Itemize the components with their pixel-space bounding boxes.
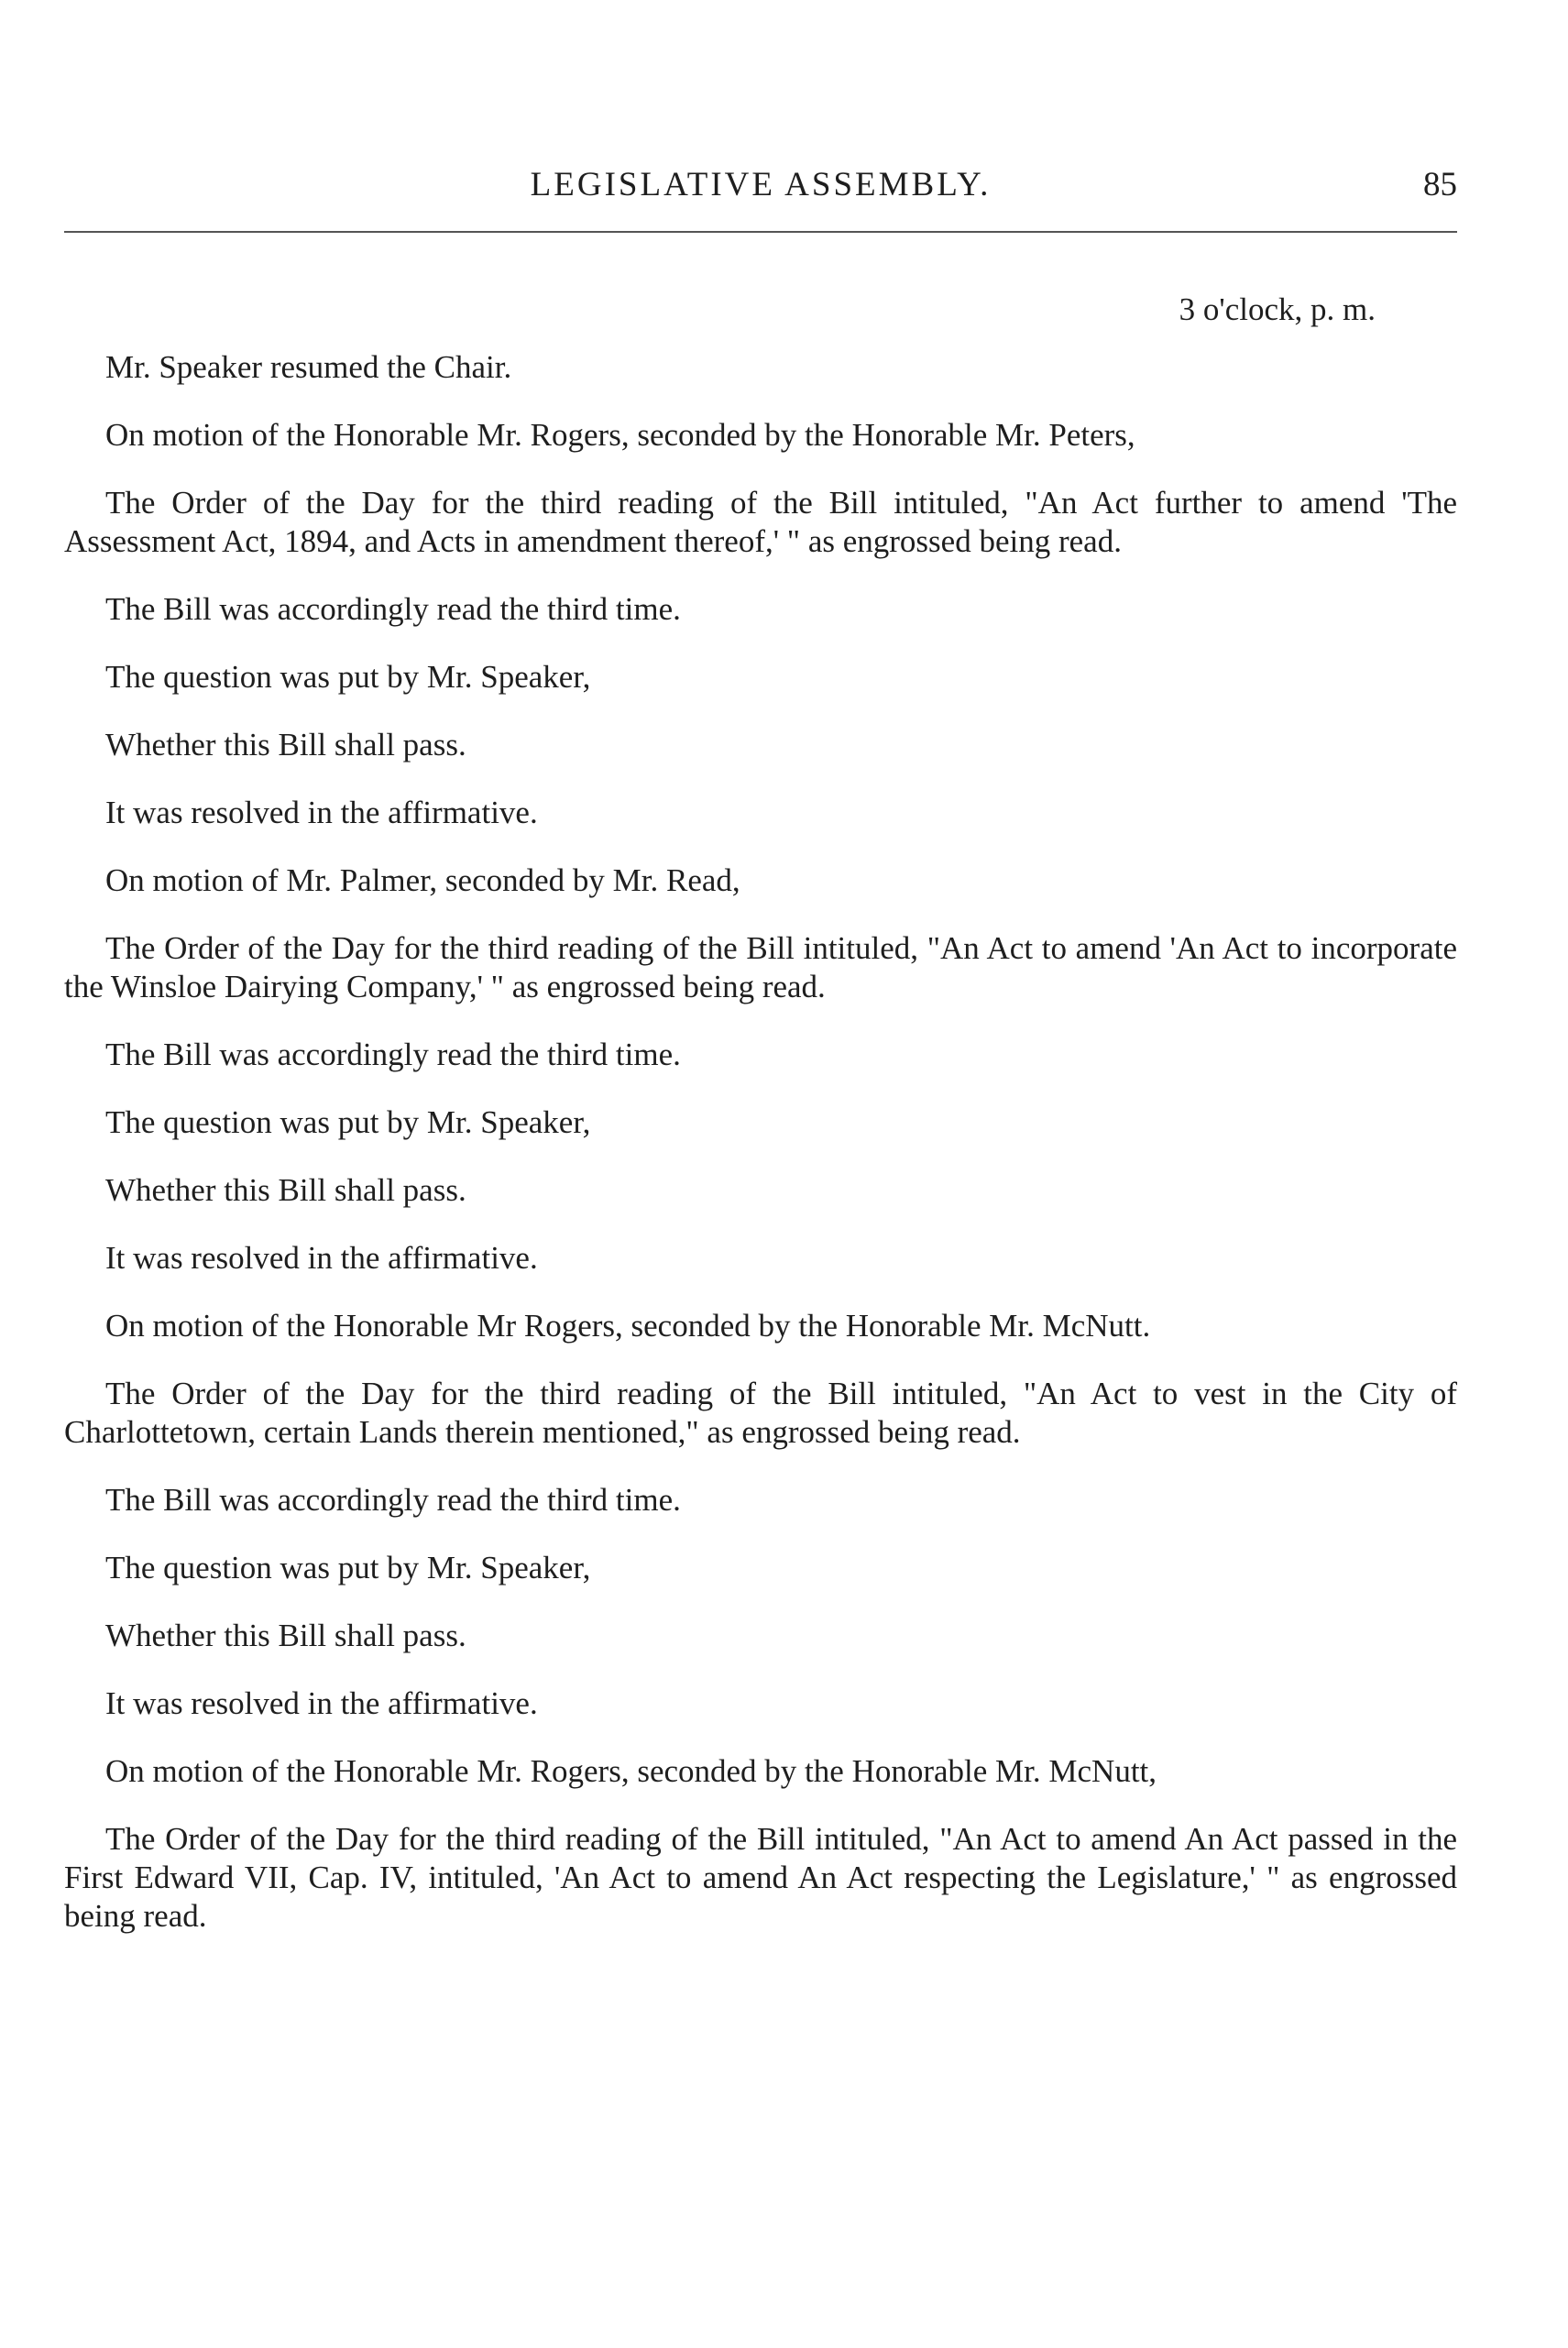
paragraph: It was resolved in the affirmative. bbox=[105, 1685, 538, 1721]
paragraph: The Bill was accordingly read the third time. bbox=[105, 1482, 681, 1518]
paragraph: Whether this Bill shall pass. bbox=[105, 1618, 466, 1653]
paragraph: The Order of the Day for the third reading of the Bill intituled, "An Act to amend An Act passed in the First Edward VII, Cap. IV, intituled, 'An Act to amend An Act respecting the Legislature,' " as engrossed being read. bbox=[64, 1821, 1457, 1934]
time-note: 3 o'clock, p. m. bbox=[1179, 291, 1376, 327]
paragraph: The Order of the Day for the third reading of the Bill intituled, "An Act further to amend 'The Assessment Act, 1894, and Acts in amendment thereof,' " as engrossed being read. bbox=[64, 485, 1457, 559]
paragraph: The Order of the Day for the third reading of the Bill intituled, "An Act to amend 'An Act to incorporate the Winsloe Dairying Company,' " as engrossed being read. bbox=[64, 930, 1457, 1004]
paragraph: It was resolved in the affirmative. bbox=[105, 1240, 538, 1276]
paragraph: The question was put by Mr. Speaker, bbox=[105, 1104, 591, 1140]
body-text bbox=[64, 348, 1457, 1965]
running-title: LEGISLATIVE ASSEMBLY. bbox=[530, 166, 992, 203]
page-number: 85 bbox=[1423, 166, 1457, 203]
paragraph: On motion of the Honorable Mr. Rogers, seconded by the Honorable Mr. McNutt, bbox=[105, 1753, 1157, 1789]
paragraph: The question was put by Mr. Speaker, bbox=[105, 659, 591, 695]
paragraph: It was resolved in the affirmative. bbox=[105, 795, 538, 830]
paragraph: Mr. Speaker resumed the Chair. bbox=[105, 349, 512, 385]
paragraph: The Bill was accordingly read the third time. bbox=[105, 1037, 681, 1072]
paragraph: On motion of the Honorable Mr. Rogers, seconded by the Honorable Mr. Peters, bbox=[105, 417, 1135, 453]
paragraph: Whether this Bill shall pass. bbox=[105, 1172, 466, 1208]
header-rule bbox=[64, 231, 1457, 233]
paragraph: The question was put by Mr. Speaker, bbox=[105, 1550, 591, 1585]
paragraph: On motion of the Honorable Mr Rogers, seconded by the Honorable Mr. McNutt. bbox=[105, 1308, 1151, 1344]
paragraph: The Bill was accordingly read the third time. bbox=[105, 591, 681, 627]
page-header bbox=[64, 165, 1457, 209]
paragraph: Whether this Bill shall pass. bbox=[105, 727, 466, 763]
paragraph: The Order of the Day for the third reading of the Bill intituled, "An Act to vest in the City of Charlottetown, certain Lands therein mentioned," as engrossed being read. bbox=[64, 1376, 1457, 1450]
paragraph: On motion of Mr. Palmer, seconded by Mr. Read, bbox=[105, 862, 740, 898]
